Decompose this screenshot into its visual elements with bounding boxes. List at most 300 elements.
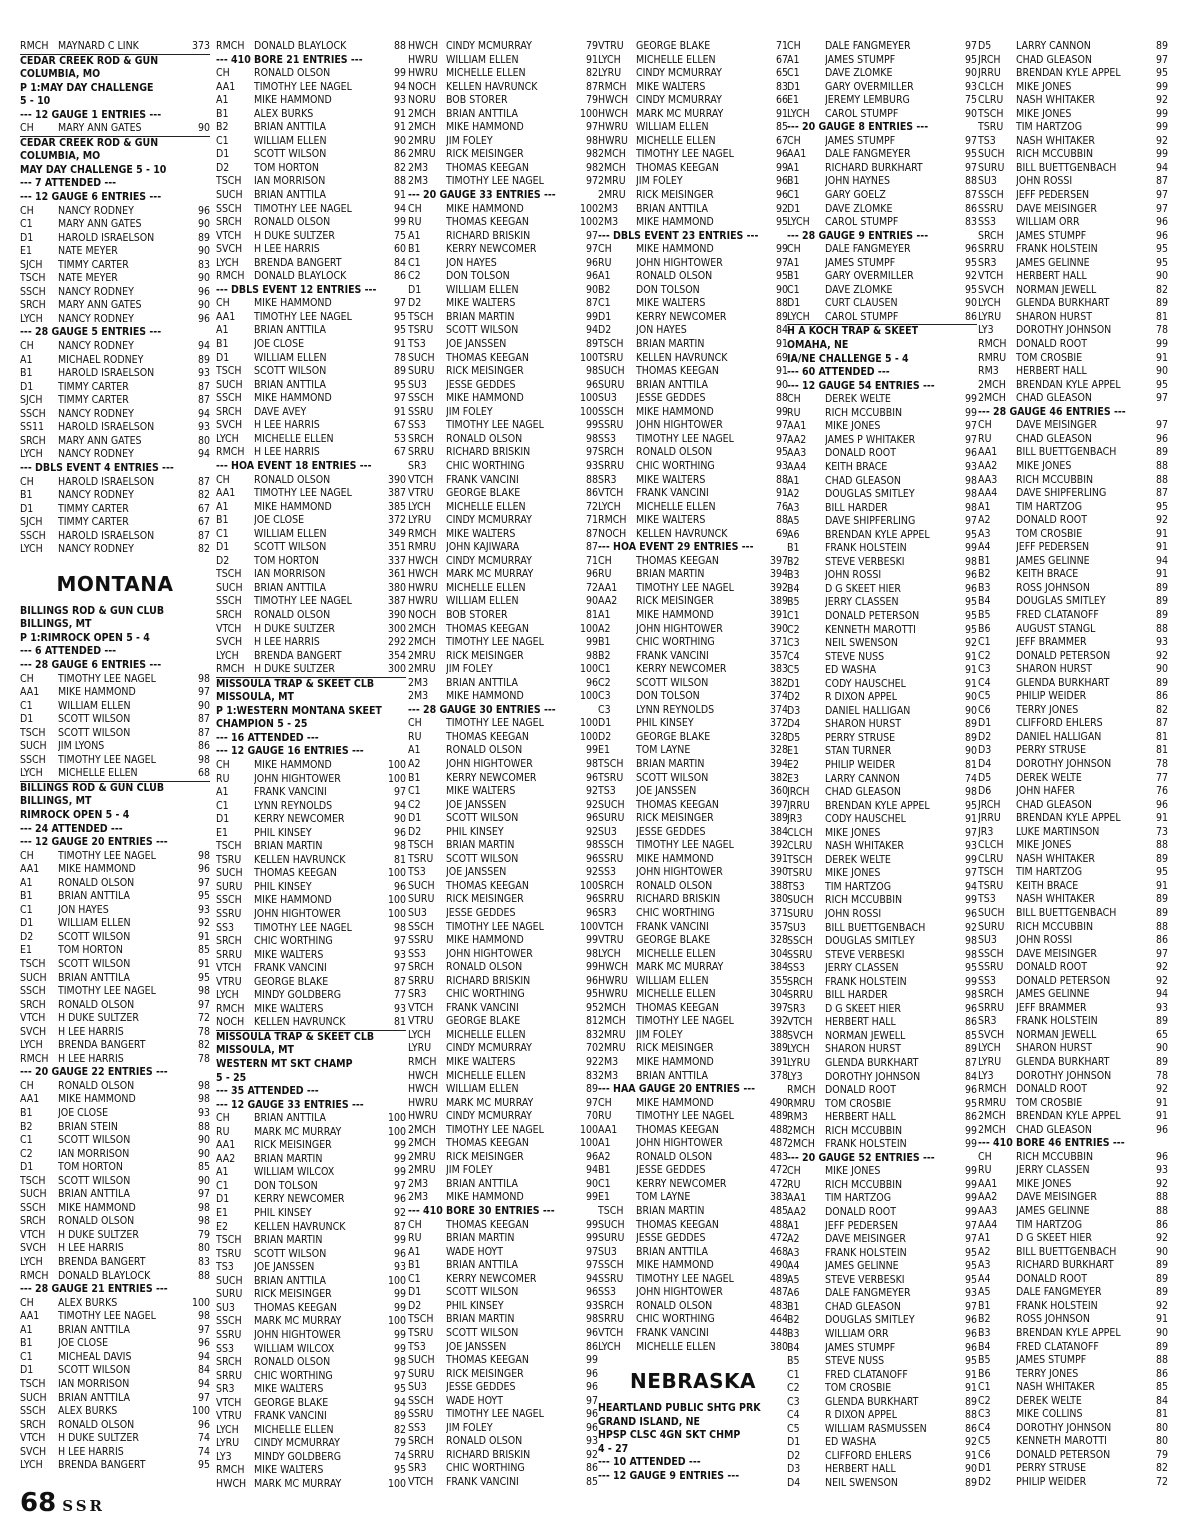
- result-row: [20, 1432, 210, 1446]
- class-code: D1: [787, 80, 801, 93]
- class-code: D1: [787, 677, 801, 690]
- shooter-name: RONALD OLSON: [446, 432, 523, 445]
- score: 90: [964, 691, 977, 704]
- score: 96: [1155, 432, 1168, 445]
- score: 99: [964, 853, 977, 866]
- score: 65: [1155, 1028, 1168, 1041]
- score: 372: [769, 717, 788, 730]
- class-code: D1: [216, 541, 230, 554]
- shooter-name: KERRY NEWCOMER: [446, 771, 537, 784]
- shooter-name: KELLEN HAVRUNCK: [446, 80, 538, 93]
- result-row: [978, 121, 1168, 135]
- score: 100: [191, 1405, 210, 1418]
- score: 90: [197, 299, 210, 312]
- class-code: C1: [787, 283, 800, 296]
- result-row: [978, 94, 1168, 108]
- shooter-name: DONALD PETERSON: [1016, 649, 1111, 662]
- result-row: [408, 1341, 598, 1355]
- score: 394: [769, 568, 788, 581]
- class-code: TS3: [216, 1261, 234, 1274]
- score: 91: [393, 121, 406, 134]
- shooter-name: JAMES GELINNE: [825, 1260, 899, 1273]
- result-row: [598, 636, 788, 650]
- class-code: SSCH: [408, 1394, 434, 1407]
- score: 355: [769, 974, 788, 987]
- score: 93: [197, 1107, 210, 1120]
- score: 90: [964, 297, 977, 310]
- shooter-name: TIMOTHY LEE NAGEL: [446, 717, 544, 730]
- class-code: CH: [20, 340, 34, 353]
- shooter-name: NORMAN JEWELL: [1016, 283, 1097, 296]
- class-code: SUCH: [20, 740, 47, 753]
- score: 80: [197, 434, 210, 447]
- result-row: [216, 881, 406, 895]
- event-header-line: GRAND ISLAND, NE: [598, 1415, 701, 1428]
- shooter-name: RICH MCCUBBIN: [1016, 1150, 1094, 1163]
- shooter-name: PERRY STRUSE: [825, 731, 896, 744]
- result-row: [20, 985, 210, 999]
- score: 100: [387, 894, 406, 907]
- result-row: [787, 461, 977, 475]
- shooter-name: JOE JANSSEN: [446, 1340, 507, 1353]
- score: 97: [964, 826, 977, 839]
- class-code: D1: [20, 1364, 34, 1377]
- class-code: E1: [216, 1207, 228, 1220]
- class-code: AA3: [978, 473, 998, 486]
- shooter-name: MIKE WALTERS: [254, 1383, 324, 1396]
- result-row: [408, 352, 598, 366]
- shooter-name: TIM HARTZOG: [1016, 121, 1083, 134]
- score: 97: [585, 1259, 598, 1272]
- score: 67: [197, 516, 210, 529]
- class-code: SURU: [216, 880, 243, 893]
- class-code: B1: [20, 890, 33, 903]
- result-row: [408, 108, 598, 122]
- result-row: [408, 392, 598, 406]
- shooter-name: PHILIP WEIDER: [825, 758, 896, 771]
- shooter-name: DONALD ROOT: [1016, 1083, 1087, 1096]
- class-code: LYCH: [20, 1039, 43, 1052]
- score: 96: [964, 582, 977, 595]
- result-row: [20, 767, 210, 782]
- score: 90: [393, 813, 406, 826]
- class-code: AA1: [20, 1310, 40, 1323]
- score: 95: [197, 971, 210, 984]
- shooter-name: DAVE SHIPFERLING: [1016, 487, 1107, 500]
- result-row: [978, 270, 1168, 284]
- result-row: [978, 1219, 1168, 1233]
- shooter-name: JOHN HIGHTOWER: [636, 622, 723, 635]
- shooter-name: CAROL STUMPF: [825, 107, 899, 120]
- result-row: [408, 270, 598, 284]
- score: 98: [585, 365, 598, 378]
- event-header-line: H A KOCH TRAP & SKEET: [787, 325, 919, 338]
- score: 88: [393, 175, 406, 188]
- result-row: [20, 1256, 210, 1270]
- result-row: [978, 595, 1168, 609]
- shooter-name: SCOTT WILSON: [446, 324, 519, 337]
- class-code: A4: [978, 1272, 991, 1285]
- shooter-name: DOUGLAS SMITLEY: [825, 1314, 915, 1327]
- score: 78: [1155, 324, 1168, 337]
- shooter-name: SCOTT WILSON: [636, 771, 709, 784]
- score: 90: [964, 67, 977, 80]
- shooter-name: BRIAN ANTTILA: [636, 1069, 708, 1082]
- score: 96: [393, 826, 406, 839]
- result-row: [408, 1462, 598, 1476]
- shooter-name: WILLIAM ELLEN: [58, 699, 131, 712]
- shooter-name: H LEE HARRIS: [58, 1445, 124, 1458]
- score: 98: [393, 840, 406, 853]
- class-code: A1: [598, 270, 611, 283]
- event-header-line: MISSOULA TRAP & SKEET CLB: [216, 677, 375, 690]
- score: 85: [775, 121, 788, 134]
- shooter-name: THOMAS KEEGAN: [254, 1301, 337, 1314]
- shooter-name: WILLIAM ELLEN: [58, 917, 131, 930]
- result-row: [787, 922, 977, 936]
- score: 98: [197, 1093, 210, 1106]
- result-row: [787, 1342, 977, 1356]
- shooter-name: FRANK VANCINI: [446, 1001, 519, 1014]
- result-row: [978, 555, 1168, 569]
- result-row: [978, 717, 1168, 731]
- score: 99: [964, 894, 977, 907]
- class-code: SS3: [978, 974, 997, 987]
- result-row: [216, 1288, 406, 1302]
- result-row: [978, 1056, 1168, 1070]
- shooter-name: MAYNARD C LINK: [58, 40, 182, 55]
- result-row: [408, 1097, 598, 1111]
- shooter-name: WILLIAM ELLEN: [446, 1083, 519, 1096]
- result-row: [787, 1179, 977, 1193]
- score: 86: [1155, 1367, 1168, 1380]
- result-row: [598, 1191, 788, 1205]
- class-code: SU3: [408, 1381, 427, 1394]
- score: 85: [197, 1161, 210, 1174]
- result-row: [978, 690, 1168, 704]
- result-row: [20, 1351, 210, 1365]
- shooter-name: MICHELLE ELLEN: [636, 500, 716, 513]
- result-row: [787, 162, 977, 176]
- shooter-name: CLIFFORD EHLERS: [825, 1449, 912, 1462]
- score: 91: [197, 958, 210, 970]
- result-row: [978, 108, 1168, 122]
- class-code: C4: [787, 650, 800, 663]
- shooter-name: TIM HARTZOG: [1016, 1218, 1083, 1231]
- shooter-name: DANIEL HALLIGAN: [1016, 730, 1102, 743]
- result-row: [978, 230, 1168, 244]
- class-code: LYCH: [216, 989, 239, 1002]
- score: 99: [585, 1218, 598, 1231]
- score: 94: [585, 1272, 598, 1285]
- score: 93: [197, 421, 210, 434]
- shooter-name: DEREK WELTE: [1016, 771, 1082, 784]
- score: 99: [393, 1234, 406, 1247]
- score: 89: [393, 1410, 406, 1423]
- score: 94: [964, 880, 977, 893]
- shooter-name: BRENDAN KYLE APPEL: [1016, 812, 1121, 825]
- class-code: C1: [216, 799, 229, 812]
- class-code: LYCH: [978, 1042, 1001, 1055]
- result-row: [20, 754, 210, 768]
- shooter-name: MICHELLE ELLEN: [446, 500, 526, 513]
- class-code: HWRU: [598, 974, 628, 987]
- shooter-name: SCOTT WILSON: [446, 1326, 519, 1339]
- shooter-name: RONALD OLSON: [58, 876, 135, 889]
- score: 100: [579, 202, 598, 215]
- result-row: [408, 690, 598, 704]
- result-row: [408, 324, 598, 338]
- shooter-name: WILLIAM ELLEN: [254, 134, 327, 147]
- page-number: 68: [20, 1488, 57, 1518]
- result-row: [978, 514, 1168, 528]
- class-code: RU: [598, 1110, 612, 1123]
- shooter-name: GEORGE BLAKE: [446, 1015, 521, 1028]
- score: 99: [775, 405, 788, 418]
- result-row: [408, 975, 598, 989]
- class-code: 2MRU: [598, 1028, 626, 1041]
- class-code: JRRU: [978, 67, 1001, 80]
- result-row: [216, 1302, 406, 1316]
- shooter-name: BRENDA BANGERT: [58, 1256, 146, 1269]
- class-code: LYCH: [20, 543, 43, 556]
- result-row: [408, 54, 598, 68]
- score: 99: [393, 1328, 406, 1341]
- score: 96: [585, 812, 598, 825]
- score: 96: [197, 1337, 210, 1350]
- score: 97: [393, 786, 406, 799]
- shooter-name: MIKE JONES: [825, 1165, 881, 1178]
- result-row: [20, 1215, 210, 1229]
- result-row: [20, 1093, 210, 1107]
- score: 100: [579, 392, 598, 405]
- score: 383: [769, 1191, 788, 1204]
- score: 67: [197, 502, 210, 515]
- shooter-name: TIMOTHY LEE NAGEL: [446, 636, 544, 649]
- score: 96: [197, 312, 210, 325]
- result-row: [20, 367, 210, 381]
- score: 99: [393, 67, 406, 80]
- class-code: SRRU: [598, 459, 625, 472]
- shooter-name: NANCY RODNEY: [58, 312, 134, 325]
- class-code: 2MCH: [978, 1110, 1006, 1123]
- result-row: [787, 1043, 977, 1057]
- class-code: C1: [20, 218, 33, 231]
- class-code: TSCH: [216, 840, 242, 853]
- class-code: A4: [978, 541, 991, 554]
- score: 83: [197, 1256, 210, 1269]
- score: 88: [775, 473, 788, 486]
- class-code: VTCH: [787, 1016, 813, 1029]
- shooter-name: NEIL SWENSON: [825, 1476, 898, 1489]
- result-row: [598, 893, 788, 907]
- result-row: [787, 881, 977, 895]
- result-row: [408, 555, 598, 569]
- class-code: CH: [20, 475, 34, 488]
- result-row: [598, 717, 788, 731]
- shooter-name: JIM LYONS: [58, 740, 105, 753]
- class-code: E1: [787, 94, 799, 107]
- result-row: [787, 637, 977, 651]
- score: 91: [964, 813, 977, 826]
- result-row: [787, 678, 977, 692]
- shooter-name: TIMOTHY LEE NAGEL: [636, 1272, 734, 1285]
- event-header-line: WESTERN MT SKT CHAMP: [216, 1058, 353, 1071]
- score: 96: [585, 1421, 598, 1434]
- result-row: [787, 1328, 977, 1342]
- class-code: C1: [598, 663, 611, 676]
- class-code: B2: [598, 283, 611, 296]
- score: 94: [585, 324, 598, 337]
- shooter-name: JESSE GEDDES: [636, 392, 706, 405]
- class-code: D1: [20, 713, 34, 726]
- shooter-name: WILLIAM ORR: [825, 1327, 889, 1340]
- event-header-line: --- 12 GAUGE 9 ENTRIES ---: [598, 1469, 740, 1482]
- result-row: [598, 40, 788, 54]
- shooter-name: JAMES GELINNE: [1016, 988, 1090, 1001]
- score: 90: [1155, 1042, 1168, 1055]
- class-code: C2: [408, 798, 421, 811]
- score: 99: [585, 1232, 598, 1245]
- class-code: B4: [787, 582, 800, 595]
- result-row: [216, 773, 406, 787]
- result-row: [20, 1202, 210, 1216]
- result-row: [408, 1151, 598, 1165]
- shooter-name: BRIAN ANTTILA: [58, 1323, 130, 1336]
- score: 351: [387, 541, 406, 554]
- shooter-name: MIKE WALTERS: [254, 1464, 324, 1477]
- score: 95: [964, 148, 977, 161]
- score: 81: [585, 1015, 598, 1028]
- shooter-name: MICHELLE ELLEN: [446, 581, 526, 594]
- result-row: [598, 663, 788, 677]
- score: 90: [182, 122, 210, 137]
- shooter-name: DOROTHY JOHNSON: [1016, 1069, 1112, 1082]
- score: 66: [775, 94, 788, 107]
- class-code: SSRU: [408, 405, 434, 418]
- shooter-name: RICHARD BRISKIN: [446, 446, 531, 459]
- class-code: A2: [787, 488, 800, 501]
- result-row: [978, 1300, 1168, 1314]
- result-row: [408, 121, 598, 135]
- score: 90: [1155, 663, 1168, 676]
- score: 97: [585, 1096, 598, 1109]
- shooter-name: MICHELLE ELLEN: [254, 1423, 334, 1436]
- shooter-name: MIKE HAMMOND: [254, 758, 332, 771]
- class-code: B1: [408, 771, 421, 784]
- score: 380: [387, 581, 406, 594]
- score: 91: [964, 1382, 977, 1395]
- shooter-name: MIKE HAMMOND: [254, 94, 332, 107]
- shooter-name: WILLIAM ELLEN: [254, 351, 327, 364]
- shooter-name: KERRY NEWCOMER: [254, 813, 345, 826]
- result-row: [978, 175, 1168, 189]
- class-code: C1: [598, 1177, 611, 1190]
- score: 99: [964, 975, 977, 988]
- result-row: [408, 541, 598, 555]
- class-code: C4: [787, 1409, 800, 1422]
- score: 91: [964, 677, 977, 690]
- class-code: HWRU: [598, 988, 628, 1001]
- class-code: C2: [978, 1394, 991, 1407]
- class-code: C2: [787, 623, 800, 636]
- class-code: TSRU: [408, 1326, 434, 1339]
- score: 92: [1155, 1083, 1168, 1096]
- score: 99: [775, 161, 788, 174]
- result-row: [787, 203, 977, 217]
- result-row: [408, 717, 598, 731]
- score: 93: [585, 459, 598, 472]
- class-code: B4: [787, 1341, 800, 1354]
- score: 88: [1155, 1354, 1168, 1367]
- result-row: [598, 568, 788, 582]
- score: 357: [769, 649, 788, 662]
- result-row: [787, 434, 977, 448]
- result-row: [598, 772, 788, 786]
- result-row: [598, 799, 788, 813]
- shooter-name: KERRY NEWCOMER: [254, 1193, 345, 1206]
- result-row: [978, 893, 1168, 907]
- event-header-line: --- 35 ATTENDED ---: [216, 1085, 319, 1098]
- shooter-name: JIM FOLEY: [446, 405, 493, 418]
- shooter-name: DONALD ROOT: [1016, 1272, 1087, 1285]
- class-code: HWRU: [408, 53, 438, 66]
- class-code: B6: [978, 622, 991, 635]
- score: 95: [964, 596, 977, 609]
- score: 98: [964, 501, 977, 514]
- score: 89: [964, 1043, 977, 1056]
- result-row: [216, 1410, 406, 1424]
- result-row: [408, 1408, 598, 1422]
- result-row: [408, 650, 598, 664]
- class-code: SUCH: [216, 1274, 243, 1287]
- result-row: [408, 338, 598, 352]
- score: 100: [579, 663, 598, 676]
- class-code: SSCH: [598, 1259, 624, 1272]
- class-code: VTCH: [598, 1326, 624, 1339]
- shooter-name: D G SKEET HIER: [825, 1002, 901, 1015]
- shooter-name: FRED CLATANOFF: [1016, 608, 1099, 621]
- result-row: [216, 759, 406, 773]
- score: 97: [1155, 392, 1168, 405]
- shooter-name: JOHN HIGHTOWER: [636, 1137, 723, 1150]
- score: 97: [393, 962, 406, 975]
- score: 96: [585, 1286, 598, 1299]
- class-code: C6: [978, 1448, 991, 1461]
- result-row: [787, 1071, 977, 1085]
- shooter-name: WILLIAM RASMUSSEN: [825, 1422, 927, 1435]
- score: 96: [585, 1326, 598, 1339]
- score: 90: [197, 1174, 210, 1187]
- result-row: [787, 1084, 977, 1098]
- result-row: [787, 40, 977, 54]
- result-row: [20, 713, 210, 727]
- class-code: C5: [787, 664, 800, 677]
- result-row: [408, 81, 598, 95]
- shooter-name: WILLIAM ELLEN: [636, 974, 709, 987]
- class-code: C1: [787, 1368, 800, 1381]
- result-row: [598, 866, 788, 880]
- class-code: SRCH: [20, 299, 46, 312]
- shooter-name: BOB STORER: [446, 94, 508, 107]
- shooter-name: RICK MEISINGER: [446, 365, 524, 378]
- score: 96: [585, 256, 598, 269]
- result-row: [787, 475, 977, 489]
- score: 91: [1155, 568, 1168, 581]
- score: 99: [1155, 121, 1168, 134]
- shooter-name: TIMMY CARTER: [58, 516, 129, 529]
- shooter-name: JERRY CLASSEN: [1016, 1164, 1090, 1177]
